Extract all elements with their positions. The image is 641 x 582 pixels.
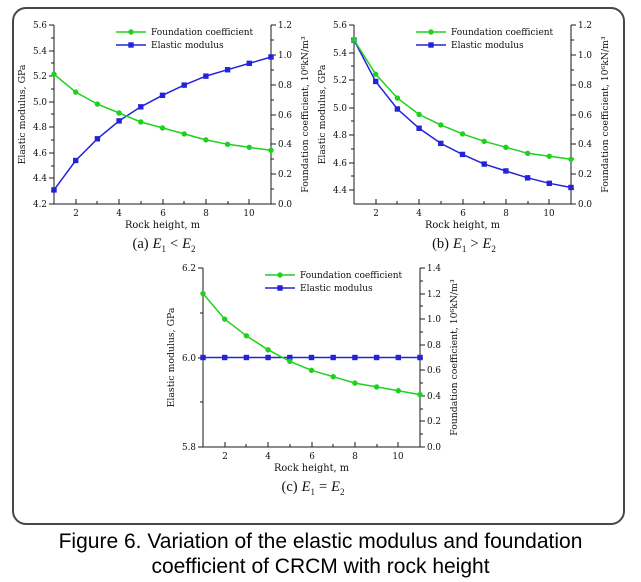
svg-text:2: 2 [222,452,228,462]
x-axis-title: Rock height, m [424,220,501,231]
e1-symbol: E [301,479,311,495]
svg-text:4: 4 [265,452,271,462]
e2-subscript: 2 [191,243,196,254]
elastic-modulus-series [351,37,573,190]
legend [116,28,254,51]
svg-text:6: 6 [309,452,315,462]
svg-text:0.2: 0.2 [427,417,441,427]
svg-text:0.4: 0.4 [578,140,592,150]
e1-subscript: 1 [461,243,467,254]
left-axis-title: Elastic modulus, GPa [17,64,28,165]
caption-prefix: (b) [432,236,449,252]
caption-prefix: (a) [132,236,149,252]
chart-panel-b [314,13,614,254]
svg-text:10: 10 [392,452,404,462]
svg-text:6.0: 6.0 [182,354,196,364]
svg-text:0.6: 0.6 [578,111,592,121]
relation-symbol: > [470,236,479,252]
legend [416,28,554,51]
svg-text:10: 10 [543,209,555,219]
svg-text:8: 8 [352,452,358,462]
svg-text:4.8: 4.8 [333,131,347,141]
foundation-coefficient-series [351,37,573,162]
svg-text:Foundation coefficient: Foundation coefficient [151,28,254,38]
svg-text:0.0: 0.0 [427,443,441,453]
right-axis-title: Foundation coefficient, 10⁶kN/m³ [600,36,611,193]
e2-symbol: E [482,236,492,252]
svg-text:1.0: 1.0 [427,315,441,325]
plot-area [17,21,311,231]
svg-text:6: 6 [160,209,166,219]
axes [349,25,576,204]
chart-b-caption [314,236,614,254]
svg-text:5.4: 5.4 [333,49,347,59]
foundation-coefficient-series [51,72,273,153]
svg-text:4.8: 4.8 [33,123,47,133]
svg-text:4.2: 4.2 [33,200,47,210]
chart-b-plot [314,13,614,235]
svg-text:Foundation coefficient: Foundation coefficient [300,271,403,281]
elastic-modulus-series [51,54,273,192]
svg-text:1.2: 1.2 [578,21,592,31]
svg-text:Elastic modulus: Elastic modulus [300,284,373,294]
svg-text:0.4: 0.4 [427,392,441,402]
elastic-modulus-series [200,355,422,360]
svg-text:0.2: 0.2 [278,170,292,180]
svg-text:4.6: 4.6 [33,149,47,159]
caption-prefix: (c) [281,479,298,495]
svg-text:5.8: 5.8 [182,443,196,453]
svg-text:Foundation coefficient: Foundation coefficient [451,28,554,38]
svg-text:5.2: 5.2 [333,76,347,86]
relation-symbol: < [169,236,179,252]
svg-text:5.0: 5.0 [333,104,347,114]
svg-text:1.2: 1.2 [427,290,441,300]
svg-text:5.6: 5.6 [333,21,347,31]
svg-text:1.2: 1.2 [278,21,292,31]
svg-text:4: 4 [116,209,122,219]
e2-subscript: 2 [340,486,345,497]
chart-panel-c [163,256,463,497]
left-axis-title: Elastic modulus, GPa [317,64,328,165]
right-axis-title: Foundation coefficient, 10⁶kN/m³ [300,36,311,193]
svg-text:2: 2 [73,209,79,219]
chart-c-plot [163,256,463,478]
svg-text:1.0: 1.0 [278,51,292,61]
e1-symbol: E [152,236,162,252]
svg-text:5.4: 5.4 [33,47,47,57]
figure-caption-line1: Figure 6. Variation of the elastic modulus and foundation [58,530,583,553]
svg-text:0.6: 0.6 [427,366,441,376]
svg-text:Elastic modulus: Elastic modulus [451,41,524,51]
svg-text:5.0: 5.0 [33,98,47,108]
foundation-coefficient-series [200,291,422,397]
svg-text:6.2: 6.2 [182,264,196,274]
svg-text:Elastic modulus: Elastic modulus [151,41,224,51]
x-axis-title: Rock height, m [273,463,350,474]
figure-caption [0,529,641,579]
svg-text:0.2: 0.2 [578,170,592,180]
svg-text:5.2: 5.2 [33,72,47,82]
svg-text:0.6: 0.6 [278,111,292,121]
svg-text:1.0: 1.0 [578,51,592,61]
svg-text:6: 6 [460,209,466,219]
plot-area [317,21,611,231]
svg-text:4.6: 4.6 [333,159,347,169]
svg-text:0.4: 0.4 [278,140,292,150]
chart-panel-a [14,13,314,254]
chart-a-caption [14,236,314,254]
svg-text:1.4: 1.4 [427,264,441,274]
figure-caption-line2: coefficient of CRCM with rock height [151,555,490,578]
svg-text:0.0: 0.0 [278,200,292,210]
relation-symbol: = [318,479,328,495]
svg-text:8: 8 [203,209,209,219]
left-axis-title: Elastic modulus, GPa [166,307,177,408]
svg-text:2: 2 [373,209,379,219]
e2-symbol: E [331,479,340,495]
svg-text:0.8: 0.8 [278,81,292,91]
chart-a-plot [14,13,314,235]
svg-text:5.6: 5.6 [33,21,47,31]
right-axis-title: Foundation coefficient, 10⁶kN/m³ [449,279,460,436]
svg-text:4.4: 4.4 [33,174,47,184]
legend [265,271,403,294]
e2-subscript: 2 [491,243,496,254]
svg-text:0.8: 0.8 [427,341,441,351]
chart-c-caption [163,479,463,497]
e1-subscript: 1 [310,486,315,497]
svg-text:0.8: 0.8 [578,81,592,91]
e1-subscript: 1 [161,243,166,254]
svg-text:4: 4 [416,209,422,219]
x-axis-title: Rock height, m [124,220,201,231]
e2-symbol: E [182,236,191,252]
svg-text:4.4: 4.4 [333,186,347,196]
svg-text:8: 8 [503,209,509,219]
svg-text:10: 10 [243,209,255,219]
axes [49,25,276,204]
e1-symbol: E [453,236,462,252]
plot-area [166,264,460,474]
svg-text:0.0: 0.0 [578,200,592,210]
